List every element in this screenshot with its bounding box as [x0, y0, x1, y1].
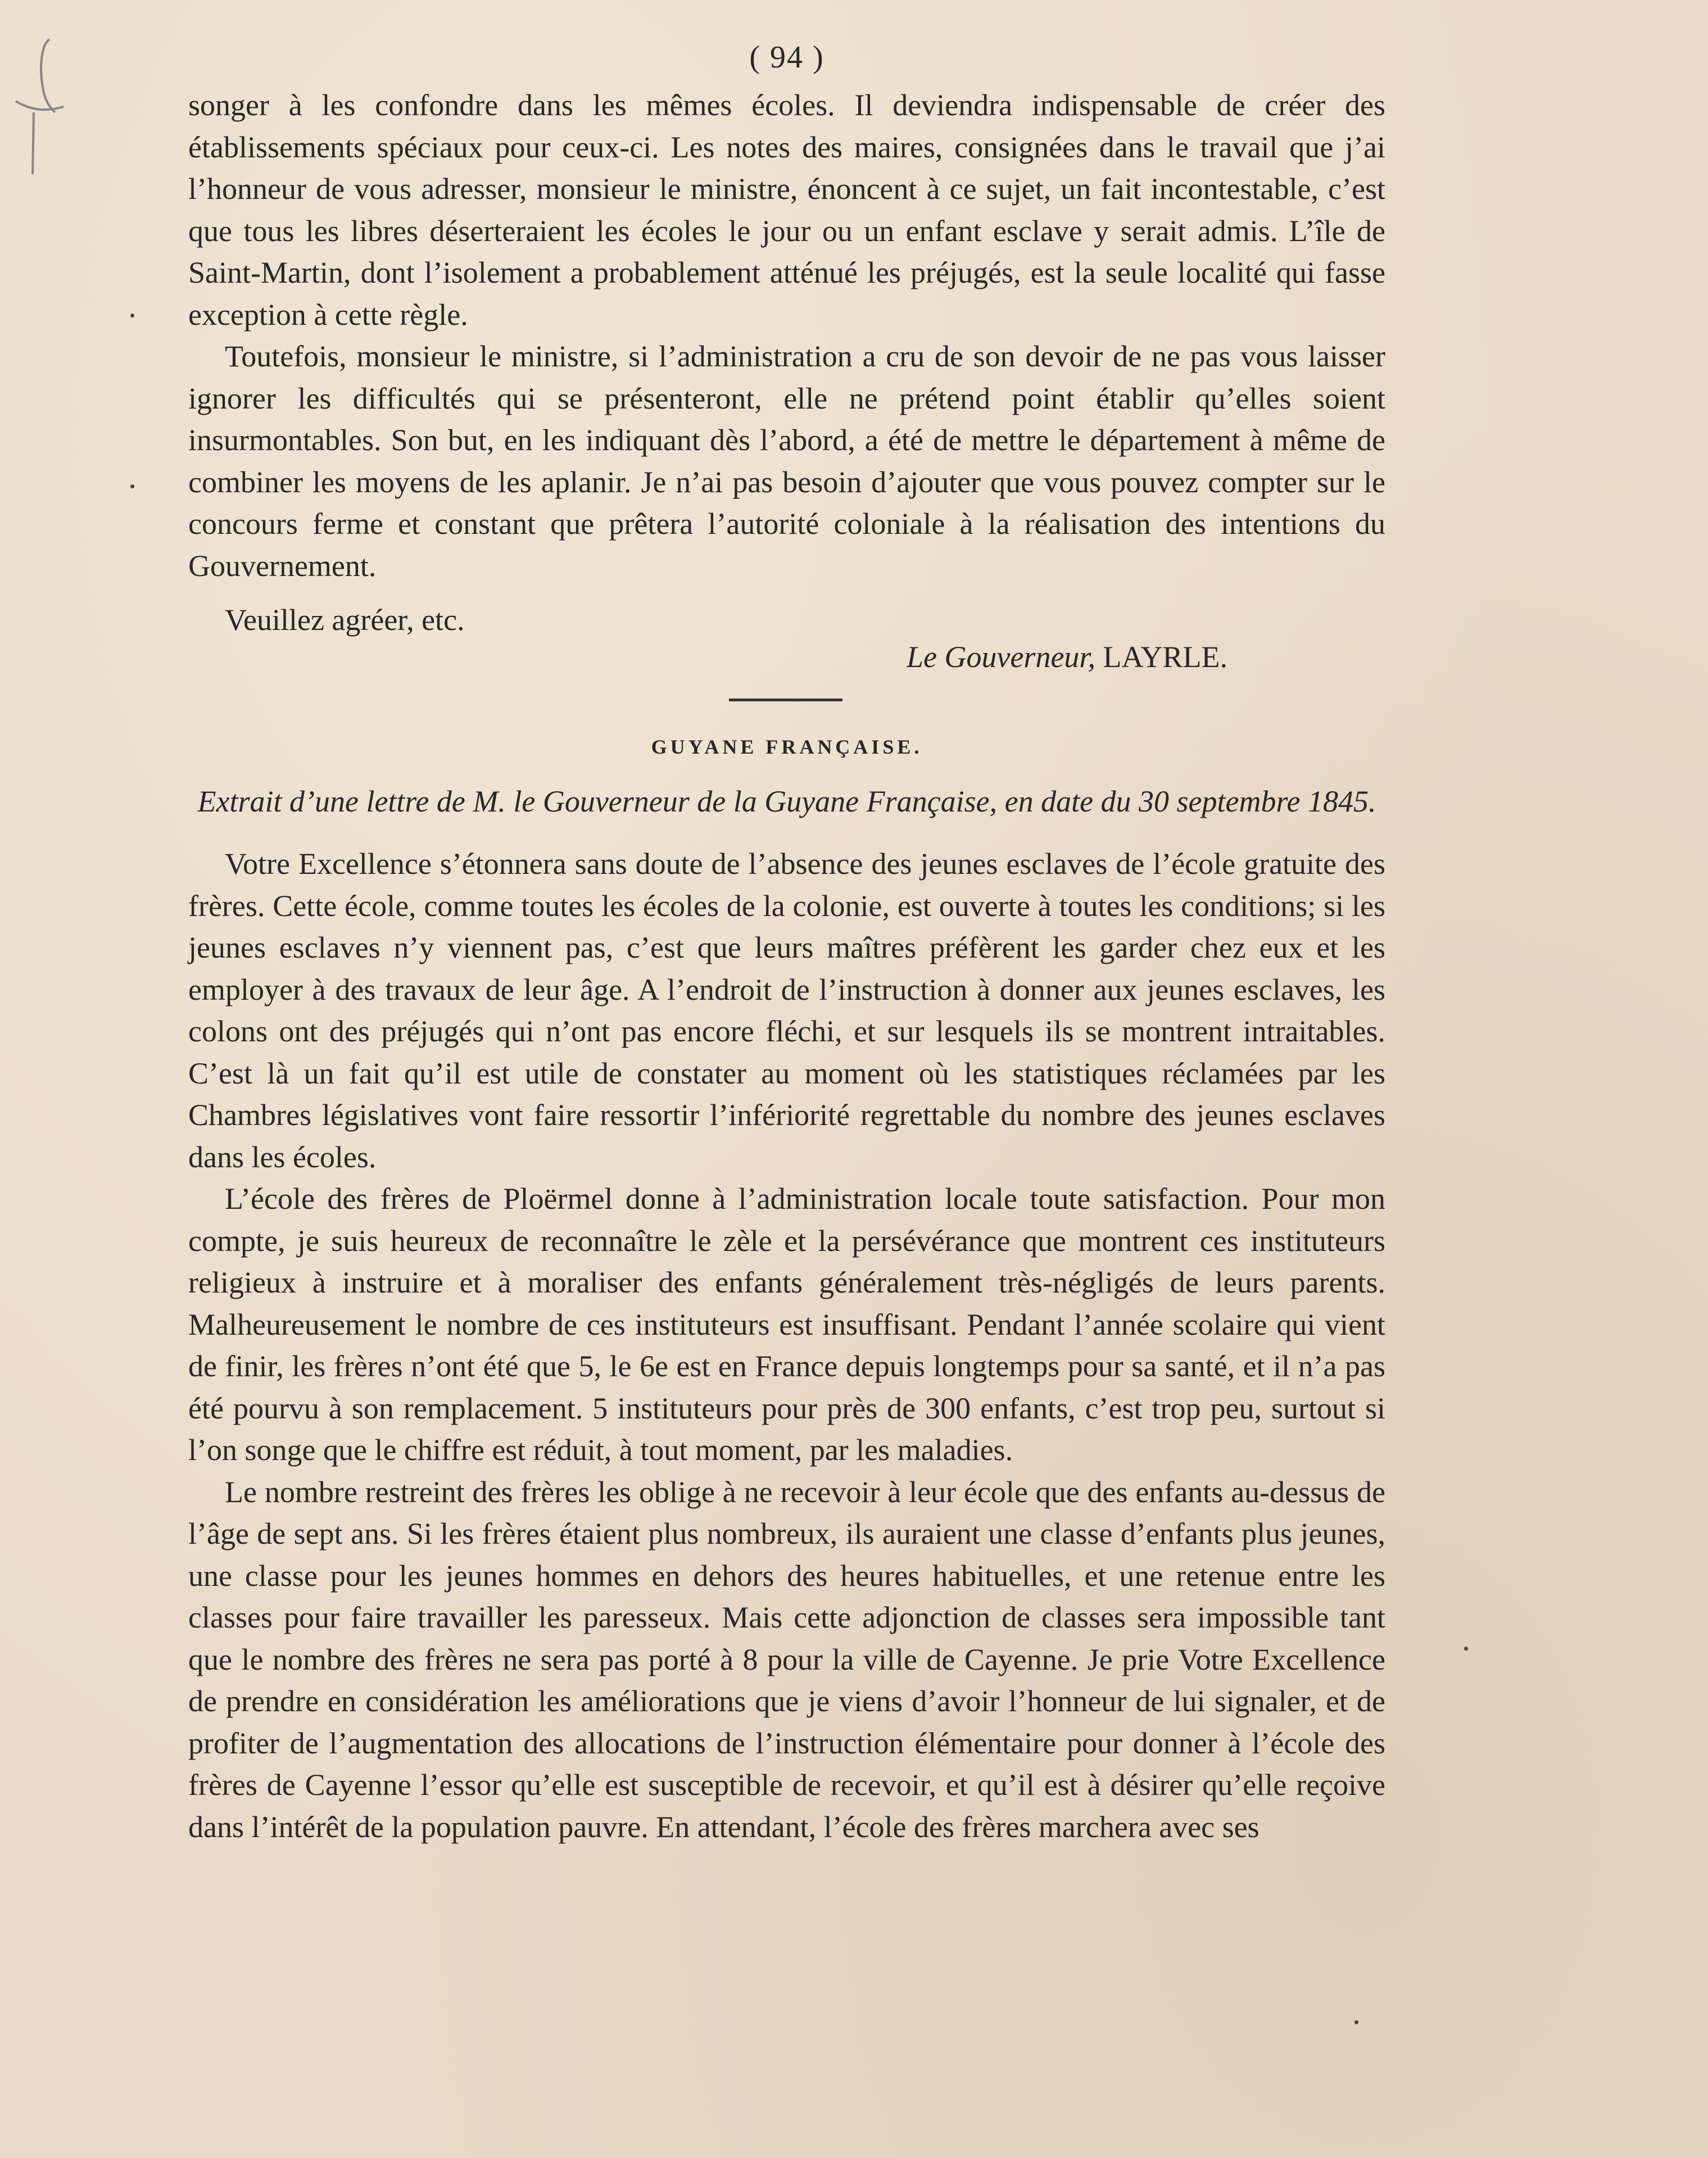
paper-speck [1464, 1647, 1468, 1651]
paper-speck [130, 484, 134, 488]
paper-speck [130, 314, 134, 318]
paragraph: Votre Excellence s’étonnera sans doute de l’absence des jeunes esclaves de l’école gratuite des frères. Cette école, comme toutes les écoles de la colonie, est ouverte à toutes les conditions; si les jeunes esclaves n’y viennent pas, c’est que leurs maîtres préfèrent les garder chez eux et les employer à des travaux de leur âge. A l’endroit de l’instruction à donner aux jeunes esclaves, les colons ont des préjugés qui n’ont pas encore fléchi, et sur lesquels ils se montrent intraitables. C’est là un fait qu’il est utile de constater au moment où les statistiques réclamées par les Chambres législatives vont faire ressortir l’infériorité regrettable du nombre des jeunes esclaves dans les écoles. [188, 847, 1385, 1174]
bottom-text-block [188, 843, 1385, 1848]
paragraph: Toutefois, monsieur le ministre, si l’administration a cru de son devoir de ne pas vous laisser ignorer les difficultés qui se présenteront, elle ne prétend point établir qu’elles soient insurmontables. Son but, en les indiquant dès l’abord, a été de mettre le département à même de combiner les moyens de les aplanir. Je n’ai pas besoin d’ajouter que vous pouvez compter sur le concours ferme et constant que prêtera l’autorité coloniale à la réalisation des intentions du Gouvernement. [188, 339, 1385, 583]
page-number: ( 94 ) [749, 40, 824, 75]
extract-title: Extrait d’une lettre de M. le Gouverneur de la Guyane Française, en date du 30 septembre 1845. [197, 785, 1376, 818]
paragraph: songer à les confondre dans les mêmes écoles. Il deviendra indispensable de créer des établissements spéciaux pour ceux-ci. Les notes des maires, consignées dans le travail que j’ai l’honneur de vous adresser, monsieur le ministre, énoncent à ce sujet, un fait incontestable, c’est que tous les libres déserteraient les écoles le jour ou un enfant esclave y serait admis. L’île de Saint-Martin, dont l’isolement a probablement atténué les préjugés, est la seule localité qui fasse exception à cette règle. [188, 88, 1385, 332]
signature-name: LAYRLE. [1103, 640, 1227, 674]
section-divider [729, 699, 842, 701]
paper-speck [1354, 2020, 1358, 2024]
section-heading: GUYANE FRANÇAISE. [651, 736, 923, 758]
signature-title: Le Gouverneur, [907, 640, 1095, 674]
paragraph: Le nombre restreint des frères les oblige à ne recevoir à leur école que des enfants au-dessus de l’âge de sept ans. Si les frères étaient plus nombreux, ils auraient une classe d’enfants plus jeunes, une classe pour les jeunes hommes en dehors des heures habituelles, et une retenue entre les classes pour faire travailler les paresseux. Mais cette adjonction de classes sera impossible tant que le nombre des frères ne sera pas porté à 8 pour la ville de Cayenne. Je prie Votre Excellence de prendre en considération les améliorations que je viens d’avoir l’honneur de lui signaler, et de profiter de l’augmentation des allocations de l’instruction élémentaire pour donner à l’école des frères de Cayenne l’essor qu’elle est susceptible de recevoir, et qu’il est à désirer qu’elle reçoive dans l’intérêt de la population pauvre. En attendant, l’école des frères marchera avec ses [188, 1475, 1385, 1844]
top-text-block [188, 84, 1385, 587]
signature [907, 640, 1227, 674]
paragraph: L’école des frères de Ploërmel donne à l’administration locale toute satisfaction. Pour mon compte, je suis heureux de reconnaître le zèle et la persévérance que montrent ces instituteurs religieux à instruire et à moraliser des enfants généralement très-négligés de leurs parents. Malheureusement le nombre de ces instituteurs est insuffisant. Pendant l’année scolaire qui vient de finir, les frères n’ont été que 5, le 6e est en France depuis longtemps pour sa santé, et il n’a pas été pourvu à son remplacement. 5 instituteurs pour près de 300 enfants, c’est trop peu, surtout si l’on songe que le chiffre est réduit, à tout moment, par les maladies. [188, 1182, 1385, 1467]
closing-formula: Veuillez agréer, etc. [225, 603, 465, 637]
